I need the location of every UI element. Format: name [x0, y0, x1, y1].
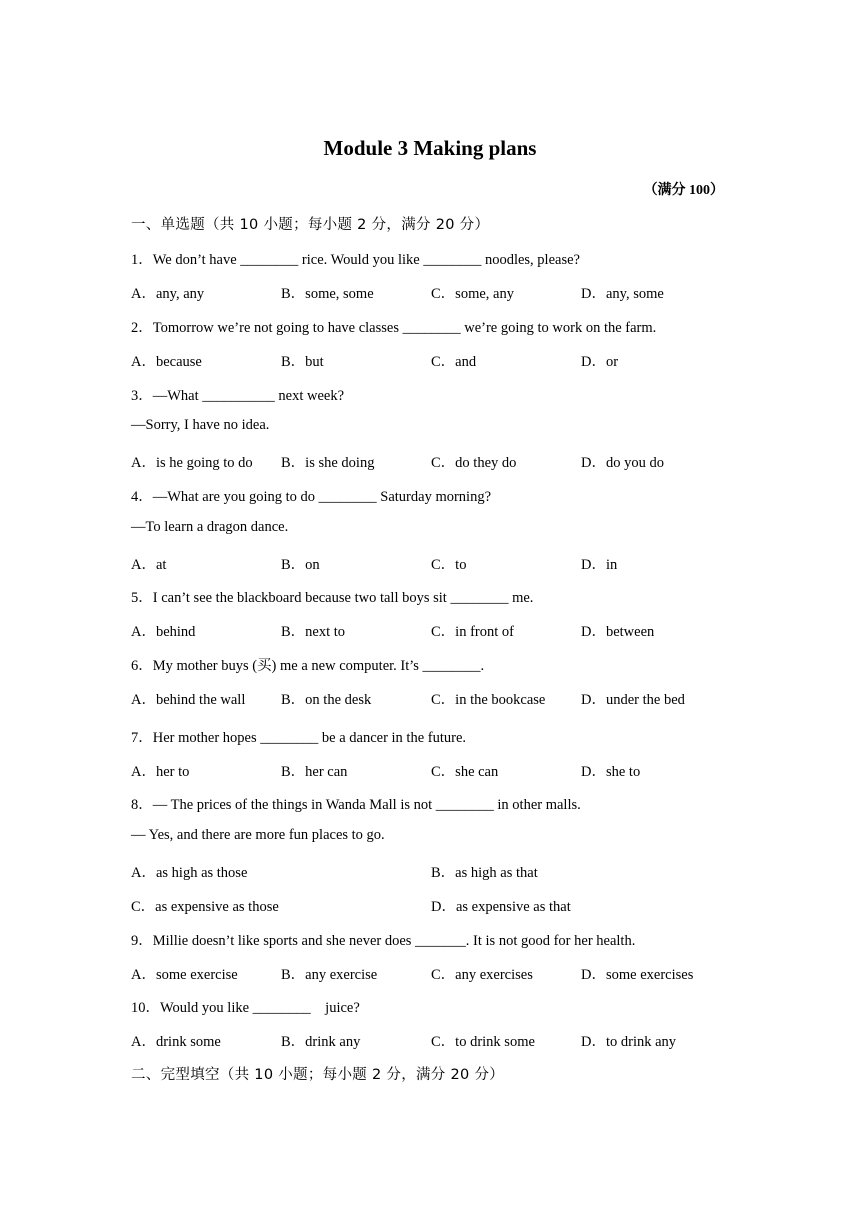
document-title: Module 3 Making plans — [323, 136, 537, 160]
question-4-dialogue: —To learn a dragon dance. — [131, 519, 289, 535]
question-6-stem: 6．My mother buys (买) me a new computer. It’s ________. — [131, 658, 485, 674]
q4-option-d: D．in — [581, 557, 618, 573]
q4-option-b: B．on — [281, 557, 320, 573]
q3-option-b: B．is she doing — [281, 455, 375, 471]
q4-option-c: C．to — [431, 557, 467, 573]
q5-option-c: C．in front of — [431, 624, 514, 640]
q2-option-d: D．or — [581, 354, 619, 370]
question-1-stem: 1．We don’t have ________ rice. Would you like ________ noodles, please? — [131, 252, 580, 268]
q3-option-d: D．do you do — [581, 455, 664, 471]
q9-option-a: A．some exercise — [131, 967, 238, 983]
q7-option-d: D．she to — [581, 764, 641, 780]
q6-option-a: A．behind the wall — [131, 692, 246, 708]
q8-option-b: B．as high as that — [431, 865, 538, 881]
q9-option-c: C．any exercises — [431, 967, 533, 983]
q1-option-a: A．any, any — [131, 286, 205, 302]
question-4-stem: 4．—What are you going to do ________ Saturday morning? — [131, 489, 492, 505]
q9-option-d: D．some exercises — [581, 967, 694, 983]
q10-option-d: D．to drink any — [581, 1034, 677, 1050]
q5-option-d: D．between — [581, 624, 655, 640]
q1-option-b: B．some, some — [281, 286, 374, 302]
q2-option-b: B．but — [281, 354, 324, 370]
q8-option-a: A．as high as those — [131, 865, 248, 881]
question-10-stem: 10．Would you like ________ juice? — [131, 1000, 360, 1016]
question-2-stem: 2．Tomorrow we’re not going to have classes ________ we’re going to work on the farm. — [131, 320, 657, 336]
q7-option-a: A．her to — [131, 764, 190, 780]
q3-option-a: A．is he going to do — [131, 455, 253, 471]
q6-option-c: C．in the bookcase — [431, 692, 546, 708]
q10-option-c: C．to drink some — [431, 1034, 535, 1050]
q8-option-c: C．as expensive as those — [131, 899, 279, 915]
q2-option-c: C．and — [431, 354, 477, 370]
q6-option-d: D．under the bed — [581, 692, 685, 708]
question-8-stem: 8．— The prices of the things in Wanda Mall is not ________ in other malls. — [131, 797, 581, 813]
question-7-stem: 7．Her mother hopes ________ be a dancer in the future. — [131, 730, 467, 746]
question-3-dialogue: —Sorry, I have no idea. — [131, 417, 270, 433]
question-5-stem: 5．I can’t see the blackboard because two tall boys sit ________ me. — [131, 590, 534, 606]
q10-option-a: A．drink some — [131, 1034, 221, 1050]
question-9-stem: 9．Millie doesn’t like sports and she never does _______. It is not good for her health. — [131, 933, 636, 949]
question-8-dialogue: — Yes, and there are more fun places to go. — [131, 827, 385, 843]
section-heading-cloze: 二、完型填空（共 10 小题；每小题 2 分，满分 20 分） — [131, 1067, 505, 1083]
q9-option-b: B．any exercise — [281, 967, 378, 983]
question-3-stem: 3．—What __________ next week? — [131, 388, 345, 404]
q4-option-a: A．at — [131, 557, 167, 573]
section-heading-single-choice: 一、单选题（共 10 小题；每小题 2 分，满分 20 分） — [131, 217, 490, 233]
q1-option-d: D．any, some — [581, 286, 664, 302]
q7-option-c: C．she can — [431, 764, 499, 780]
q7-option-b: B．her can — [281, 764, 348, 780]
full-score-label: （满分 100） — [643, 183, 724, 198]
q8-option-d: D．as expensive as that — [431, 899, 571, 915]
q5-option-b: B．next to — [281, 624, 346, 640]
q10-option-b: B．drink any — [281, 1034, 361, 1050]
q5-option-a: A．behind — [131, 624, 196, 640]
q3-option-c: C．do they do — [431, 455, 517, 471]
q1-option-c: C．some, any — [431, 286, 514, 302]
q6-option-b: B．on the desk — [281, 692, 372, 708]
q2-option-a: A．because — [131, 354, 202, 370]
